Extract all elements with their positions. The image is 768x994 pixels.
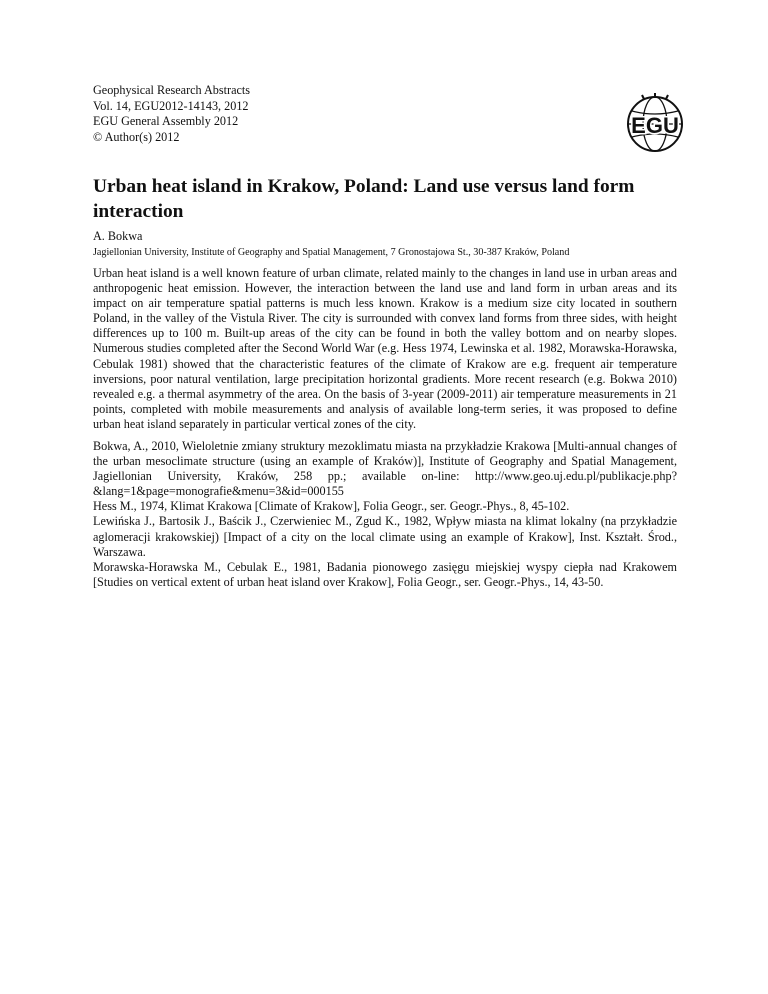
copyright-notice: © Author(s) 2012 <box>93 129 180 144</box>
egu-logo-text: EGU <box>631 113 679 138</box>
reference-item: Morawska-Horawska M., Cebulak E., 1981, Badania pionowego zasięgu miejskiej wyspy ciepła nad Krakowem [Studies on vertical extent of urban heat island over Krakow], Folia Geogr., ser. Geogr.-Phys., 14, 43-50. <box>93 559 677 589</box>
abstract-body: Urban heat island is a well known feature of urban climate, related mainly to the changes in land use in urban areas and anthropogenic heat emission. However, the interaction between the land use and land form in urban areas and its impact on air temperature spatial patterns is much less known. Krakow is a medium size city located in southern Poland, in the valley of the Vistula River. The city is surrounded with convex land forms from three sides, with height differences up to 100 m. Built-up areas of the city can be found in both the valley bottom and on nearby slopes. Numerous studies completed after the Second World War (e.g. Hess 1974, Lewinska et al. 1982, Morawska-Horawska, Cebulak 1981) showed that the characteristic features of the climate of Krakow are e.g. frequent air temperature inversions, poor natural ventilation, large precipitation horizontal gradients. More recent research (e.g. Bokwa 2010) revealed e.g. a thermal asymmetry of the area. On the basis of 3-year (2009-2011) air temperature measurements in 21 points, completed with mobile measurements and analysis of available long-term series, it was proposed to define urban heat island separately in particular vertical zones of the city. <box>93 266 677 431</box>
journal-name: Geophysical Research Abstracts <box>93 83 251 97</box>
references-list <box>93 439 677 590</box>
author-name: A. Bokwa <box>93 229 143 243</box>
author-affiliation: Jagiellonian University, Institute of Geography and Spatial Management, 7 Gronostajowa St., 30-387 Kraków, Poland <box>93 247 570 258</box>
volume-info: Vol. 14, EGU2012-14143, 2012 <box>93 98 249 113</box>
reference-item: Hess M., 1974, Klimat Krakowa [Climate of Krakow], Folia Geogr., ser. Geogr.-Phys., 8, 45-102. <box>93 499 570 514</box>
reference-item: Bokwa, A., 2010, Wieloletnie zmiany struktury mezoklimatu miasta na przykładzie Krakowa [Multi-annual changes of the urban mesoclimate structure (using an example of Kraków)], Institute of Geography and Spatial Management, Jagiellonian University, Kraków, 258 pp.; available on-line: http://www.geo.uj.edu.pl/publikacje.php?&lang=1&page=monografie&menu=3&id=000155 <box>93 439 677 499</box>
abstract-title: Urban heat island in Krakow, Poland: Land use versus land form interaction <box>93 176 635 222</box>
reference-item: Lewińska J., Bartosik J., Baścik J., Czerwieniec M., Zgud K., 1982, Wpływ miasta na klimat lokalny (na przykładzie aglomeracji krakowskiej) [Impact of a city on the local climate using an example of Krakow], Inst. Kształt. Środ., Warszawa. <box>93 514 677 559</box>
egu-logo-icon <box>624 93 686 155</box>
assembly-info: EGU General Assembly 2012 <box>93 114 239 129</box>
journal-header <box>93 83 250 145</box>
